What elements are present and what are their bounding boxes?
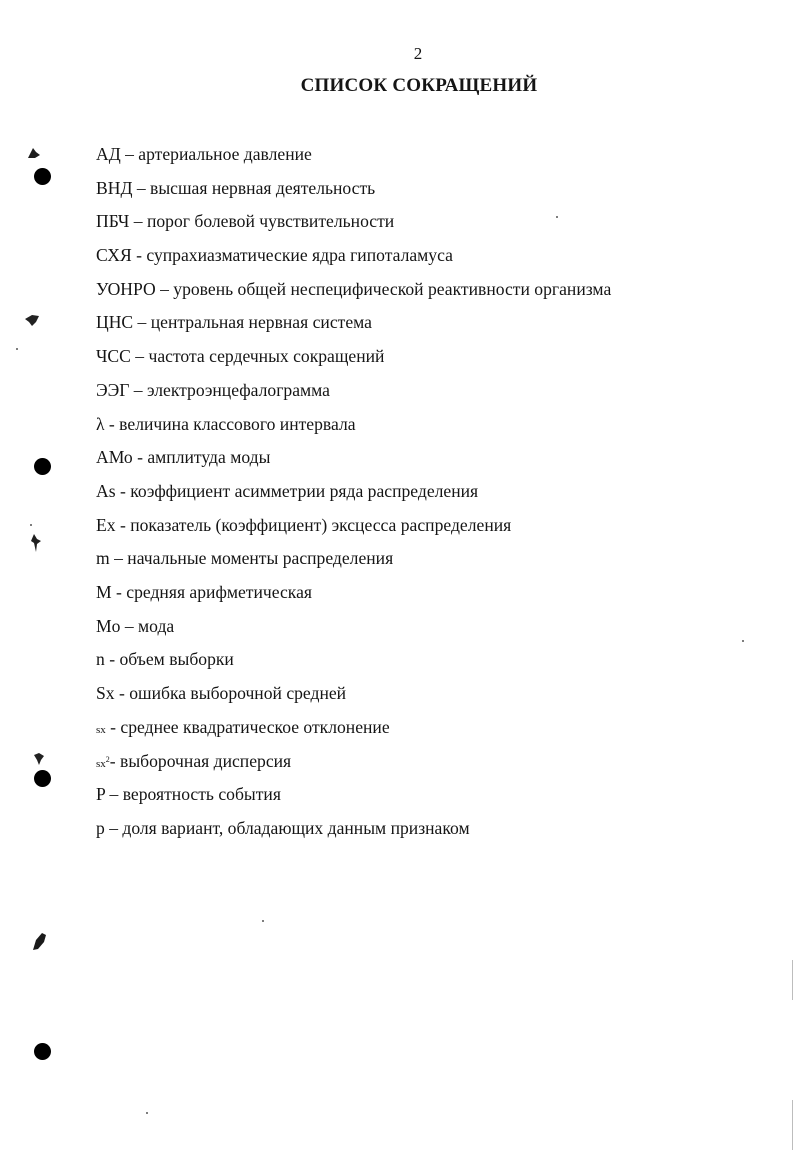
scan-blot-mark [33, 752, 45, 766]
abbreviation-item: АД – артериальное давление [96, 144, 312, 164]
scan-speck [742, 640, 744, 642]
abbreviation-item: P – вероятность события [96, 784, 281, 805]
abbreviation-item: ЭЭГ – электроэнцефалограмма [96, 379, 330, 400]
abbreviation-item: АМо - амплитуда моды [96, 447, 271, 468]
abbreviation-definition: - выборочная дисперсия [109, 751, 292, 772]
abbreviation-item: Sx - ошибка выборочной средней [96, 683, 347, 703]
abbreviation-list [96, 142, 611, 849]
abbreviation-item: Mo – мода [96, 615, 175, 636]
abbreviation-item: λ - величина классового интервала [96, 413, 356, 434]
abbreviation-item [96, 748, 611, 782]
scan-speck [556, 216, 558, 218]
abbreviation-item: As - коэффициент асимметрии ряда распределения [96, 480, 479, 501]
abbreviation-definition: - среднее квадратическое отклонение [105, 716, 390, 737]
abbreviation-item: УОНРО – уровень общей неспецифической реактивности организма [96, 278, 612, 299]
scan-speck [16, 348, 18, 350]
scan-blot-mark [30, 533, 42, 553]
abbreviation-item: ЦНС – центральная нервная система [96, 312, 372, 333]
scan-blot-mark [30, 930, 48, 954]
scan-edge-line [792, 1100, 793, 1150]
punch-hole-mark [34, 770, 51, 787]
abbreviation-symbol: sx [96, 723, 106, 736]
punch-hole-mark [34, 458, 51, 475]
scan-blot-mark [24, 313, 40, 327]
punch-hole-mark [34, 1043, 51, 1060]
scan-speck [262, 920, 264, 922]
abbreviation-item: M - средняя арифметическая [96, 581, 312, 602]
abbreviation-item: n - объем выборки [96, 649, 234, 670]
abbreviation-item: СХЯ - супрахиазматические ядра гипоталамуса [96, 245, 453, 266]
abbreviation-item: Ex - показатель (коэффициент) эксцесса распределения [96, 514, 512, 535]
scan-speck [146, 1112, 148, 1114]
abbreviation-item: p – доля вариант, обладающих данным признаком [96, 817, 470, 838]
scan-speck [30, 524, 32, 526]
scan-edge-line [792, 960, 793, 1000]
page-title: СПИСОК СОКРАЩЕНИЙ [300, 75, 538, 96]
abbreviation-superscript: 2 [105, 755, 110, 765]
abbreviation-symbol: sx [96, 758, 106, 771]
abbreviation-item: ПБЧ – порог болевой чувствительности [96, 211, 395, 232]
abbreviation-item: m – начальные моменты распределения [96, 548, 394, 569]
page-number: 2 [413, 44, 423, 63]
punch-hole-mark [34, 168, 51, 185]
abbreviation-item [96, 715, 611, 749]
abbreviation-item: ЧСС – частота сердечных сокращений [96, 346, 385, 367]
scan-blot-mark [26, 146, 42, 160]
abbreviation-item: ВНД – высшая нервная деятельность [96, 177, 376, 198]
